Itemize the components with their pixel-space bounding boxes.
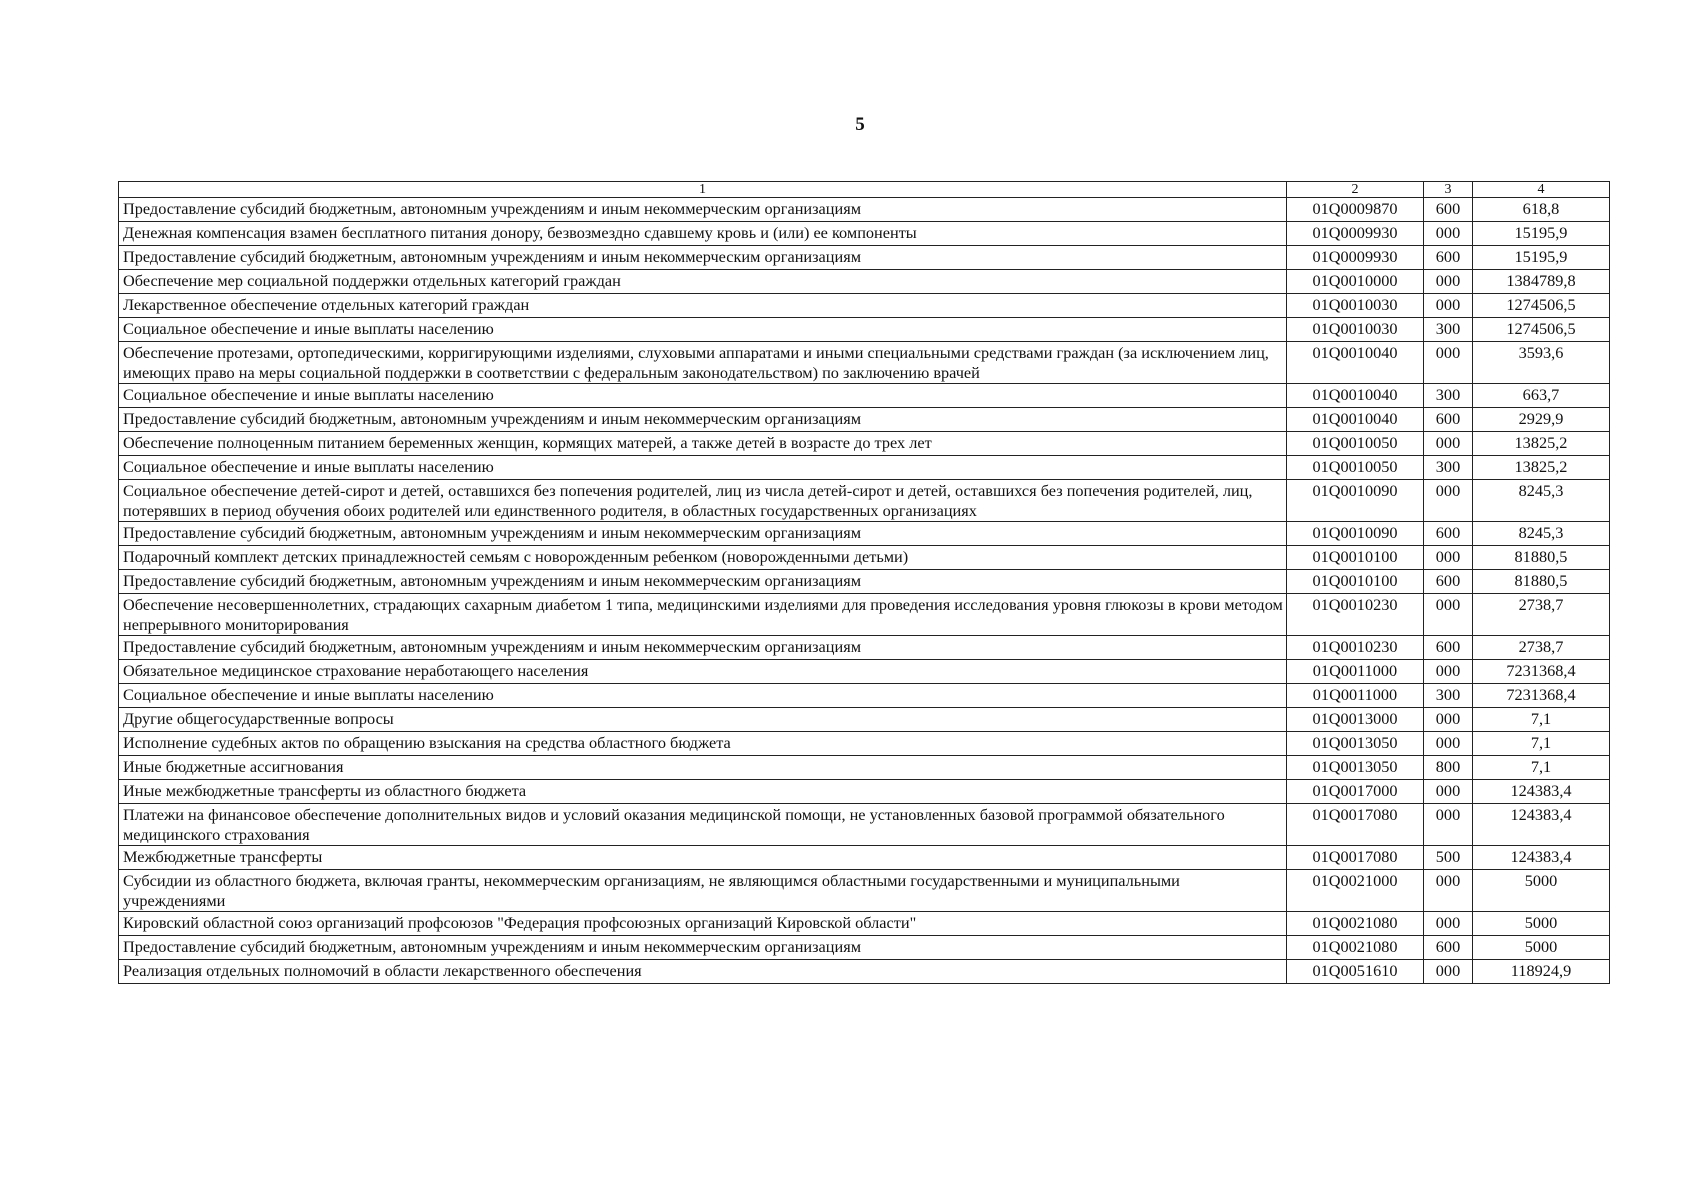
row-type-cell: 300 — [1424, 384, 1473, 408]
row-name-cell: Социальное обеспечение детей-сирот и детей, оставшихся без попечения родителей, лиц из числа детей-сирот и детей, оставшихся без попечения родителей, лиц, потерявших в период обучения обоих родителей или единственного родителя, в областных государственных организациях — [119, 480, 1287, 522]
row-sum-cell: 1384789,8 — [1473, 270, 1610, 294]
row-sum-cell: 7,1 — [1473, 732, 1610, 756]
table-row — [119, 408, 1610, 432]
row-sum-cell: 1274506,5 — [1473, 318, 1610, 342]
row-type-cell: 000 — [1424, 270, 1473, 294]
row-code-cell: 01Q0017080 — [1287, 804, 1424, 846]
row-sum-cell: 1274506,5 — [1473, 294, 1610, 318]
table-row — [119, 846, 1610, 870]
row-type-cell: 000 — [1424, 708, 1473, 732]
table-row — [119, 708, 1610, 732]
page-number: 5 — [855, 114, 865, 135]
row-name-cell: Денежная компенсация взамен бесплатного питания донору, безвозмездно сдавшему кровь и (или) ее компоненты — [119, 222, 1287, 246]
row-type-cell: 600 — [1424, 570, 1473, 594]
row-code-cell: 01Q0021080 — [1287, 912, 1424, 936]
row-type-cell: 000 — [1424, 780, 1473, 804]
row-type-cell: 000 — [1424, 594, 1473, 636]
row-name-cell: Предоставление субсидий бюджетным, автономным учреждениям и иным некоммерческим организациям — [119, 522, 1287, 546]
row-type-cell: 600 — [1424, 198, 1473, 222]
row-name-cell: Исполнение судебных актов по обращению взыскания на средства областного бюджета — [119, 732, 1287, 756]
row-code-cell: 01Q0017080 — [1287, 846, 1424, 870]
row-type-cell: 000 — [1424, 222, 1473, 246]
row-code-cell: 01Q0021000 — [1287, 870, 1424, 912]
row-sum-cell: 2738,7 — [1473, 594, 1610, 636]
table-row — [119, 684, 1610, 708]
row-name-cell: Обеспечение протезами, ортопедическими, корригирующими изделиями, слуховыми аппаратами и иными специальными средствами граждан (за исключением лиц, имеющих право на меры социальной поддержки в соответствии с федеральным законодательством) по заключению врачей — [119, 342, 1287, 384]
row-sum-cell: 7,1 — [1473, 756, 1610, 780]
row-type-cell: 300 — [1424, 456, 1473, 480]
row-code-cell: 01Q0010040 — [1287, 408, 1424, 432]
row-code-cell: 01Q0009870 — [1287, 198, 1424, 222]
table-row — [119, 546, 1610, 570]
row-type-cell: 000 — [1424, 546, 1473, 570]
row-type-cell: 800 — [1424, 756, 1473, 780]
row-type-cell: 600 — [1424, 246, 1473, 270]
row-sum-cell: 8245,3 — [1473, 522, 1610, 546]
table-row — [119, 342, 1610, 384]
table-row — [119, 660, 1610, 684]
row-type-cell: 000 — [1424, 480, 1473, 522]
row-name-cell: Кировский областной союз организаций профсоюзов "Федерация профсоюзных организаций Кировской области" — [119, 912, 1287, 936]
row-name-cell: Предоставление субсидий бюджетным, автономным учреждениям и иным некоммерческим организациям — [119, 570, 1287, 594]
row-code-cell: 01Q0010090 — [1287, 480, 1424, 522]
row-sum-cell: 5000 — [1473, 936, 1610, 960]
row-type-cell: 600 — [1424, 522, 1473, 546]
row-code-cell: 01Q0010050 — [1287, 456, 1424, 480]
row-code-cell: 01Q0011000 — [1287, 684, 1424, 708]
row-name-cell: Социальное обеспечение и иные выплаты населению — [119, 684, 1287, 708]
row-name-cell: Социальное обеспечение и иные выплаты населению — [119, 318, 1287, 342]
row-name-cell: Подарочный комплект детских принадлежностей семьям с новорожденным ребенком (новорожденными детьми) — [119, 546, 1287, 570]
table-row — [119, 432, 1610, 456]
row-sum-cell: 15195,9 — [1473, 222, 1610, 246]
row-name-cell: Обеспечение полноценным питанием беременных женщин, кормящих матерей, а также детей в возрасте до трех лет — [119, 432, 1287, 456]
header-col-4: 4 — [1473, 182, 1610, 198]
row-name-cell: Предоставление субсидий бюджетным, автономным учреждениям и иным некоммерческим организациям — [119, 246, 1287, 270]
row-name-cell: Иные межбюджетные трансферты из областного бюджета — [119, 780, 1287, 804]
row-type-cell: 500 — [1424, 846, 1473, 870]
row-code-cell: 01Q0010090 — [1287, 522, 1424, 546]
row-name-cell: Обязательное медицинское страхование неработающего населения — [119, 660, 1287, 684]
row-name-cell: Предоставление субсидий бюджетным, автономным учреждениям и иным некоммерческим организациям — [119, 198, 1287, 222]
table-row — [119, 912, 1610, 936]
row-sum-cell: 13825,2 — [1473, 432, 1610, 456]
table-row — [119, 594, 1610, 636]
row-name-cell: Предоставление субсидий бюджетным, автономным учреждениям и иным некоммерческим организациям — [119, 408, 1287, 432]
row-sum-cell: 118924,9 — [1473, 960, 1610, 984]
row-code-cell: 01Q0021080 — [1287, 936, 1424, 960]
row-name-cell: Платежи на финансовое обеспечение дополнительных видов и условий оказания медицинской помощи, не установленных базовой программой обязательного медицинского страхования — [119, 804, 1287, 846]
table-header-row — [119, 182, 1610, 198]
row-name-cell: Обеспечение несовершеннолетних, страдающих сахарным диабетом 1 типа, медицинскими изделиями для проведения исследования уровня глюкозы в крови методом непрерывного мониторирования — [119, 594, 1287, 636]
row-sum-cell: 7,1 — [1473, 708, 1610, 732]
row-code-cell: 01Q0009930 — [1287, 222, 1424, 246]
row-name-cell: Субсидии из областного бюджета, включая гранты, некоммерческим организациям, не являющимся областными государственными и муниципальными учреждениями — [119, 870, 1287, 912]
row-name-cell: Другие общегосударственные вопросы — [119, 708, 1287, 732]
budget-table — [118, 181, 1610, 984]
row-sum-cell: 13825,2 — [1473, 456, 1610, 480]
table-row — [119, 270, 1610, 294]
row-code-cell: 01Q0010030 — [1287, 318, 1424, 342]
table-row — [119, 804, 1610, 846]
table-row — [119, 222, 1610, 246]
header-col-1: 1 — [119, 182, 1287, 198]
row-code-cell: 01Q0051610 — [1287, 960, 1424, 984]
row-sum-cell: 81880,5 — [1473, 546, 1610, 570]
row-type-cell: 600 — [1424, 408, 1473, 432]
table-row — [119, 756, 1610, 780]
table-row — [119, 522, 1610, 546]
row-type-cell: 000 — [1424, 870, 1473, 912]
row-sum-cell: 15195,9 — [1473, 246, 1610, 270]
row-type-cell: 000 — [1424, 960, 1473, 984]
row-code-cell: 01Q0011000 — [1287, 660, 1424, 684]
row-code-cell: 01Q0010230 — [1287, 594, 1424, 636]
row-type-cell: 000 — [1424, 432, 1473, 456]
row-code-cell: 01Q0013050 — [1287, 756, 1424, 780]
row-type-cell: 000 — [1424, 660, 1473, 684]
row-name-cell: Межбюджетные трансферты — [119, 846, 1287, 870]
row-sum-cell: 124383,4 — [1473, 804, 1610, 846]
row-name-cell: Социальное обеспечение и иные выплаты населению — [119, 456, 1287, 480]
row-code-cell: 01Q0009930 — [1287, 246, 1424, 270]
row-type-cell: 300 — [1424, 684, 1473, 708]
row-name-cell: Реализация отдельных полномочий в области лекарственного обеспечения — [119, 960, 1287, 984]
table-row — [119, 732, 1610, 756]
row-name-cell: Лекарственное обеспечение отдельных категорий граждан — [119, 294, 1287, 318]
row-code-cell: 01Q0013050 — [1287, 732, 1424, 756]
row-sum-cell: 5000 — [1473, 870, 1610, 912]
table-row — [119, 870, 1610, 912]
row-sum-cell: 7231368,4 — [1473, 660, 1610, 684]
table-row — [119, 780, 1610, 804]
table-body — [119, 198, 1610, 984]
table-row — [119, 960, 1610, 984]
row-type-cell: 000 — [1424, 804, 1473, 846]
row-sum-cell: 618,8 — [1473, 198, 1610, 222]
row-code-cell: 01Q0017000 — [1287, 780, 1424, 804]
table-row — [119, 570, 1610, 594]
row-type-cell: 000 — [1424, 294, 1473, 318]
row-type-cell: 600 — [1424, 936, 1473, 960]
row-code-cell: 01Q0013000 — [1287, 708, 1424, 732]
header-col-3: 3 — [1424, 182, 1473, 198]
row-type-cell: 300 — [1424, 318, 1473, 342]
row-sum-cell: 3593,6 — [1473, 342, 1610, 384]
row-sum-cell: 81880,5 — [1473, 570, 1610, 594]
row-name-cell: Обеспечение мер социальной поддержки отдельных категорий граждан — [119, 270, 1287, 294]
table-row — [119, 294, 1610, 318]
row-sum-cell: 2929,9 — [1473, 408, 1610, 432]
row-type-cell: 000 — [1424, 912, 1473, 936]
row-code-cell: 01Q0010100 — [1287, 570, 1424, 594]
table-row — [119, 636, 1610, 660]
row-code-cell: 01Q0010040 — [1287, 384, 1424, 408]
table-row — [119, 318, 1610, 342]
row-code-cell: 01Q0010030 — [1287, 294, 1424, 318]
table-row — [119, 936, 1610, 960]
row-sum-cell: 124383,4 — [1473, 780, 1610, 804]
row-name-cell: Иные бюджетные ассигнования — [119, 756, 1287, 780]
row-sum-cell: 5000 — [1473, 912, 1610, 936]
table-row — [119, 198, 1610, 222]
header-col-2: 2 — [1287, 182, 1424, 198]
row-name-cell: Социальное обеспечение и иные выплаты населению — [119, 384, 1287, 408]
row-type-cell: 000 — [1424, 342, 1473, 384]
row-sum-cell: 8245,3 — [1473, 480, 1610, 522]
row-sum-cell: 124383,4 — [1473, 846, 1610, 870]
row-code-cell: 01Q0010100 — [1287, 546, 1424, 570]
row-code-cell: 01Q0010000 — [1287, 270, 1424, 294]
row-sum-cell: 663,7 — [1473, 384, 1610, 408]
row-code-cell: 01Q0010040 — [1287, 342, 1424, 384]
row-code-cell: 01Q0010050 — [1287, 432, 1424, 456]
row-type-cell: 600 — [1424, 636, 1473, 660]
table-row — [119, 384, 1610, 408]
row-code-cell: 01Q0010230 — [1287, 636, 1424, 660]
row-name-cell: Предоставление субсидий бюджетным, автономным учреждениям и иным некоммерческим организациям — [119, 936, 1287, 960]
row-name-cell: Предоставление субсидий бюджетным, автономным учреждениям и иным некоммерческим организациям — [119, 636, 1287, 660]
row-sum-cell: 7231368,4 — [1473, 684, 1610, 708]
table-row — [119, 480, 1610, 522]
table-row — [119, 246, 1610, 270]
table-row — [119, 456, 1610, 480]
row-sum-cell: 2738,7 — [1473, 636, 1610, 660]
row-type-cell: 000 — [1424, 732, 1473, 756]
